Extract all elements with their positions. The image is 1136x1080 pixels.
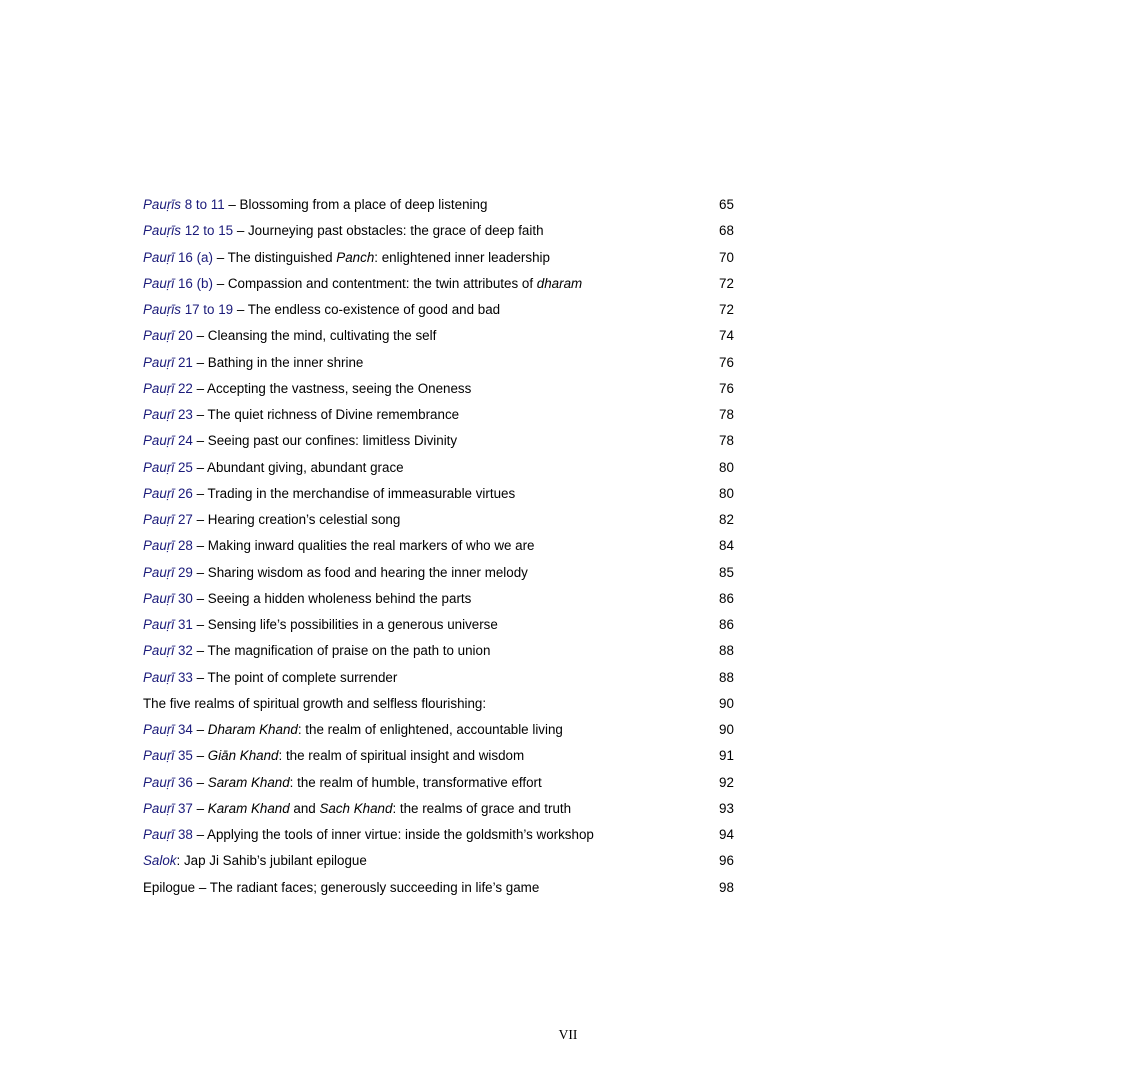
- toc-entry-title-segment: 16 (a): [174, 249, 213, 265]
- toc-entry-title-segment: 26: [174, 485, 193, 501]
- toc-entry-title-segment: – The point of complete surrender: [192, 669, 398, 685]
- toc-entry-title-segment: – Journeying past obstacles: the grace of deep faith: [233, 223, 544, 239]
- toc-entry-title: [143, 589, 471, 609]
- toc-entry-page-number: 94: [719, 827, 734, 842]
- toc-entry-title: [143, 641, 490, 661]
- toc-entry-title-segment: – The quiet richness of Divine remembrance: [192, 407, 460, 422]
- toc-entry[interactable]: [143, 825, 743, 851]
- toc-entry-title-segment: 31: [174, 617, 193, 632]
- toc-entry-title-segment: – Making inward qualities the real markers of who we are: [192, 538, 535, 554]
- toc-entry-title-segment: dharam: [536, 275, 583, 291]
- toc-entry-title-segment: : the realms of grace and truth: [392, 800, 572, 816]
- toc-entry-title-segment: : the realm of enlightened, accountable living: [297, 722, 563, 737]
- toc-entry-title-segment: 29: [174, 564, 193, 580]
- toc-entry-title-segment: – Cleansing the mind, cultivating the self: [192, 328, 437, 344]
- toc-entry-title-segment: 25: [174, 459, 193, 475]
- toc-entry[interactable]: [143, 221, 743, 247]
- toc-entry-title-segment: 30: [174, 590, 193, 606]
- toc-entry-title-segment: and: [289, 800, 320, 816]
- toc-entry-title: [143, 274, 582, 294]
- toc-entry-title-segment: Panch: [336, 249, 375, 265]
- toc-entry-title-segment: Pauṛī: [143, 564, 175, 580]
- toc-entry-title-segment: : the realm of spiritual insight and wisdom: [278, 748, 525, 764]
- toc-entry-page-number: 98: [719, 879, 734, 895]
- toc-entry-page-number: 65: [719, 197, 734, 212]
- toc-entry-title-segment: 23: [174, 407, 193, 422]
- toc-entry-title: [143, 248, 550, 268]
- toc-entry-title-segment: 16 (b): [174, 275, 213, 291]
- toc-entry-title-segment: Saram Khand: [207, 774, 290, 790]
- toc-entry-title-segment: Pauṛī: [143, 354, 175, 370]
- toc-entry-page-number: 74: [719, 328, 734, 344]
- toc-entry[interactable]: [143, 326, 743, 352]
- toc-entry-title-segment: Karam Khand: [207, 800, 290, 816]
- toc-entry-page-number: 76: [719, 354, 734, 370]
- toc-entry-title: [143, 536, 535, 556]
- toc-entry-title-segment: Giān Khand: [207, 748, 279, 764]
- toc-entry[interactable]: [143, 536, 743, 562]
- toc-entry[interactable]: [143, 484, 743, 510]
- toc-entry-title-segment: 36: [174, 774, 193, 790]
- toc-entry-title-segment: Pauṛī: [143, 538, 175, 554]
- toc-entry-title-segment: Pauṛī: [143, 459, 175, 475]
- toc-entry-title-segment: Pauṛī: [143, 643, 175, 659]
- toc-entry-title: [143, 720, 563, 740]
- toc-entry-title-segment: – Abundant giving, abundant grace: [192, 459, 404, 475]
- toc-entry-title: [143, 668, 397, 688]
- toc-entry-page-number: 90: [719, 695, 734, 711]
- toc-entry-title-segment: – Applying the tools of inner virtue: inside the goldsmith’s workshop: [192, 827, 594, 842]
- toc-entry[interactable]: [143, 851, 743, 877]
- toc-entry-title: [143, 615, 498, 635]
- toc-entry-title-segment: Pauṛī: [143, 249, 175, 265]
- toc-entry-title-segment: Pauṛī: [143, 275, 175, 291]
- toc-entry-title-segment: Pauṛī: [143, 512, 175, 527]
- toc-entry-title-segment: Pauṛī: [143, 748, 175, 764]
- toc-entry-title-segment: : enlightened inner leadership: [374, 249, 550, 265]
- toc-entry-title-segment: – Bathing in the inner shrine: [192, 354, 364, 370]
- toc-entry-title-segment: 27: [174, 512, 193, 527]
- toc-entry-page-number: 80: [719, 459, 734, 475]
- toc-entry-title-segment: 20: [174, 328, 193, 344]
- toc-entry[interactable]: [143, 353, 743, 379]
- toc-entry-title-segment: 35: [174, 748, 193, 764]
- toc-entry-title-segment: 37: [174, 800, 193, 816]
- toc-entry-page-number: 78: [719, 433, 734, 449]
- toc-entry-title-segment: 34: [174, 722, 193, 737]
- toc-entry-title: [143, 353, 363, 373]
- toc-entry-title-segment: – The endless co-existence of good and bad: [233, 302, 501, 317]
- toc-entry-page-number: 84: [719, 538, 734, 554]
- toc-entry[interactable]: [143, 379, 743, 405]
- toc-entry[interactable]: [143, 773, 743, 799]
- toc-entry-title: [143, 379, 471, 399]
- toc-entry-title-segment: – Compassion and contentment: the twin attributes of: [212, 275, 537, 291]
- toc-entry-title-segment: Pauṛī: [143, 722, 175, 737]
- toc-entry-title-segment: Pauṛī: [143, 774, 175, 790]
- toc-entry-title: [143, 851, 367, 871]
- toc-entry-title-segment: – Seeing a hidden wholeness behind the parts: [192, 590, 472, 606]
- toc-entry[interactable]: [143, 195, 743, 221]
- toc-entry[interactable]: [143, 668, 743, 694]
- toc-entry[interactable]: [143, 300, 743, 326]
- toc-entry[interactable]: [143, 405, 743, 431]
- toc-entry-title: [143, 326, 436, 346]
- toc-entry[interactable]: [143, 510, 743, 536]
- toc-entry-page-number: 88: [719, 643, 734, 659]
- toc-entry-title-segment: 17 to 19: [180, 302, 234, 317]
- toc-entry-title-segment: Dharam Khand: [207, 722, 298, 737]
- toc-entry[interactable]: [143, 589, 743, 615]
- toc-entry-page-number: 72: [719, 275, 734, 291]
- toc-entry[interactable]: [143, 799, 743, 825]
- toc-entry-title: [143, 300, 500, 320]
- toc-entry-title-segment: 8 to 11: [180, 197, 225, 212]
- toc-entry-title-segment: Pauṛīs: [143, 223, 181, 239]
- toc-entry-page-number: 88: [719, 669, 734, 685]
- toc-entry-title: [143, 195, 487, 215]
- toc-entry-title-segment: Pauṛīs: [143, 197, 181, 212]
- toc-entry-title-segment: 38: [174, 827, 193, 842]
- toc-entry-title-segment: – Accepting the vastness, seeing the Oneness: [192, 380, 472, 396]
- toc-entry-title-segment: – Blossoming from a place of deep listening: [224, 197, 488, 212]
- toc-entry-title-segment: Salok: [143, 853, 177, 869]
- toc-entry-title: [143, 510, 400, 530]
- toc-entry-title-segment: –: [192, 722, 208, 737]
- toc-entry-page-number: 96: [719, 853, 734, 869]
- toc-entry[interactable]: [143, 641, 743, 667]
- toc-entry-title-segment: – The distinguished: [212, 249, 337, 265]
- toc-entry-title-segment: : the realm of humble, transformative effort: [289, 774, 542, 790]
- toc-entry-page-number: 82: [719, 512, 734, 527]
- toc-entry[interactable]: [143, 720, 743, 746]
- toc-entry[interactable]: [143, 274, 743, 300]
- toc-entry-title: [143, 773, 542, 793]
- toc-entry-title-segment: Pauṛī: [143, 590, 175, 606]
- toc-entry-title: [143, 458, 404, 478]
- toc-entry-title: [143, 825, 594, 845]
- toc-entry-page-number: 85: [719, 564, 734, 580]
- toc-entry-title-segment: 12 to 15: [180, 223, 234, 239]
- toc-entry-title-segment: Pauṛī: [143, 433, 175, 449]
- toc-entry-title-segment: Pauṛī: [143, 617, 175, 632]
- toc-entry[interactable]: [143, 431, 743, 457]
- toc-entry-page-number: 78: [719, 407, 734, 422]
- toc-entry-page-number: 68: [719, 223, 734, 239]
- toc-entry-title-segment: – The magnification of praise on the path to union: [192, 643, 491, 659]
- toc-entry-page-number: 76: [719, 380, 734, 396]
- toc-entry[interactable]: [143, 248, 743, 274]
- toc-entry-title-segment: Pauṛī: [143, 669, 175, 685]
- toc-entry-title: [143, 431, 457, 451]
- toc-entry-title-segment: –: [192, 800, 208, 816]
- toc-entry-title-segment: The five realms of spiritual growth and selfless flourishing:: [143, 695, 487, 711]
- toc-entry-title-segment: 22: [174, 380, 193, 396]
- toc-entry-title-segment: – Sharing wisdom as food and hearing the inner melody: [192, 564, 528, 580]
- toc-entry[interactable]: [143, 458, 743, 484]
- page-number: VII: [558, 1027, 578, 1042]
- toc-entry-page-number: 72: [719, 302, 734, 317]
- toc-entry-page-number: 70: [719, 249, 734, 265]
- toc-entry-title-segment: – Trading in the merchandise of immeasurable virtues: [192, 485, 516, 501]
- toc-entry-title-segment: Pauṛīs: [143, 302, 181, 317]
- toc-entry-title-segment: 33: [174, 669, 193, 685]
- toc-entry-title-segment: Pauṛī: [143, 328, 175, 344]
- toc-entry-page-number: 86: [719, 590, 734, 606]
- toc-entry-page-number: 80: [719, 485, 734, 501]
- toc-entry-title-segment: – Seeing past our confines: limitless Divinity: [192, 433, 458, 449]
- toc-entry-title: [143, 405, 459, 425]
- toc-entry-page-number: 93: [719, 800, 734, 816]
- toc-entry-title-segment: Pauṛī: [143, 380, 175, 396]
- toc-entry[interactable]: [143, 563, 743, 589]
- toc-entry-title: [143, 563, 528, 583]
- table-of-contents: [143, 195, 743, 904]
- toc-entry-title-segment: 21: [174, 354, 193, 370]
- toc-entry-page-number: 91: [719, 748, 734, 764]
- toc-entry-title-segment: Pauṛī: [143, 827, 175, 842]
- toc-entry-title-segment: Epilogue – The radiant faces; generously succeeding in life’s game: [143, 879, 540, 895]
- toc-entry-title: [143, 694, 486, 714]
- toc-entry-title-segment: Pauṛī: [143, 485, 175, 501]
- toc-entry[interactable]: [143, 615, 743, 641]
- toc-entry-title: [143, 221, 544, 241]
- toc-entry-title-segment: : Jap Ji Sahib’s jubilant epilogue: [176, 853, 367, 869]
- toc-entry-page-number: 86: [719, 617, 734, 632]
- toc-entry[interactable]: [143, 878, 743, 904]
- toc-entry-title-segment: – Hearing creation’s celestial song: [192, 512, 401, 527]
- toc-entry-title-segment: Pauṛī: [143, 407, 175, 422]
- toc-entry-title-segment: 24: [174, 433, 193, 449]
- toc-entry-title-segment: 32: [174, 643, 193, 659]
- toc-entry[interactable]: [143, 746, 743, 772]
- toc-entry-title: [143, 484, 515, 504]
- toc-entry-page-number: 92: [719, 774, 734, 790]
- toc-entry[interactable]: [143, 694, 743, 720]
- toc-entry-title-segment: Sach Khand: [319, 800, 393, 816]
- toc-entry-title-segment: – Sensing life’s possibilities in a generous universe: [192, 617, 498, 632]
- toc-entry-page-number: 90: [719, 722, 734, 737]
- toc-entry-title-segment: Pauṛī: [143, 800, 175, 816]
- toc-entry-title: [143, 746, 524, 766]
- toc-entry-title: [143, 799, 571, 819]
- toc-entry-title-segment: –: [192, 748, 208, 764]
- toc-entry-title-segment: –: [192, 774, 208, 790]
- toc-entry-title: [143, 878, 539, 898]
- toc-entry-title-segment: 28: [174, 538, 193, 554]
